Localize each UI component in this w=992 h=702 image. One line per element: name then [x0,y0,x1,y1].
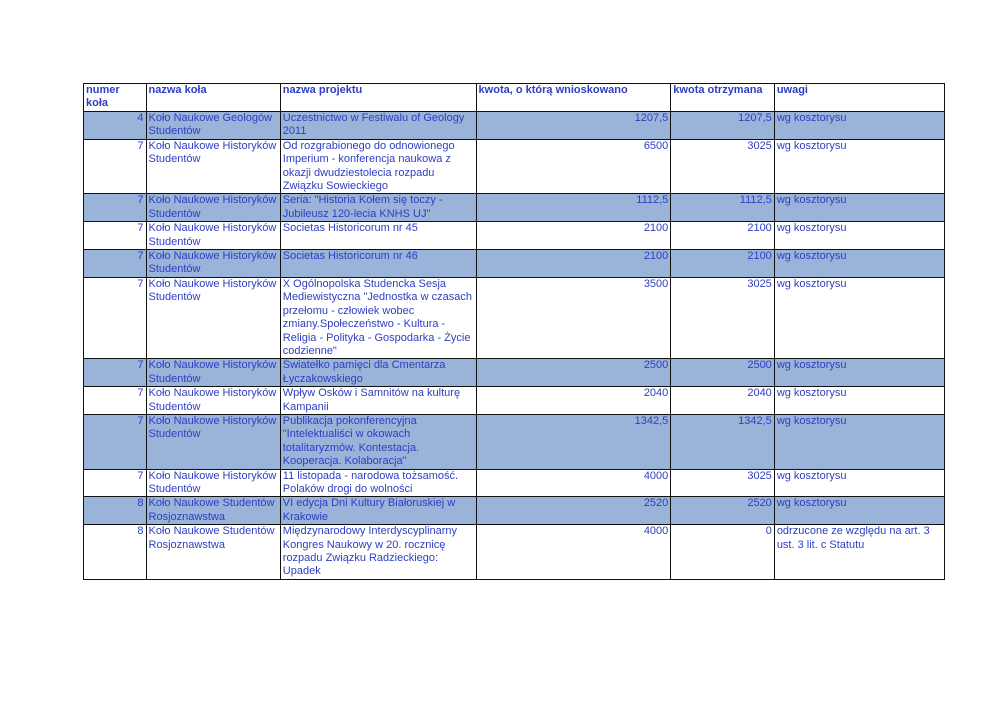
cell-nazwa-projektu: X Ogólnopolska Studencka Sesja Mediewistyczna "Jednostka w czasach przełomu - człowiek wobec zmiany.Społeczeństwo - Kultura - Religia - Polityka - Gospodarka - Życie codzienne" [280,277,476,358]
cell-numer-kola: 7 [84,359,147,387]
cell-kwota-otrzymana: 3025 [671,469,775,497]
cell-kwota-otrzymana: 1207,5 [671,112,775,140]
cell-uwagi: wg kosztorysu [774,112,944,140]
cell-nazwa-kola: Koło Naukowe Historyków Studentów [146,469,280,497]
cell-nazwa-kola: Koło Naukowe Historyków Studentów [146,250,280,278]
cell-numer-kola: 7 [84,277,147,358]
cell-kwota-wnioskowana: 6500 [476,139,671,194]
cell-numer-kola: 7 [84,222,147,250]
cell-numer-kola: 4 [84,112,147,140]
cell-nazwa-kola: Koło Naukowe Studentów Rosjoznawstwa [146,525,280,580]
cell-nazwa-kola: Koło Naukowe Historyków Studentów [146,359,280,387]
cell-kwota-otrzymana: 0 [671,525,775,580]
cell-numer-kola: 7 [84,414,147,469]
header-row [84,84,945,112]
cell-uwagi: wg kosztorysu [774,414,944,469]
table-row [84,277,945,358]
cell-kwota-wnioskowana: 1112,5 [476,194,671,222]
cell-kwota-wnioskowana: 4000 [476,469,671,497]
header-numer-kola: numer koła [84,84,147,112]
cell-kwota-wnioskowana: 2100 [476,222,671,250]
cell-uwagi: wg kosztorysu [774,250,944,278]
cell-numer-kola: 7 [84,194,147,222]
cell-nazwa-projektu: Od rozgrabionego do odnowionego Imperium - konferencja naukowa z okazji dwudziestolecia rozpadu Związku Sowieckiego [280,139,476,194]
cell-nazwa-projektu: VI edycja Dni Kultury Białoruskiej w Krakowie [280,497,476,525]
table-row [84,497,945,525]
cell-uwagi: wg kosztorysu [774,469,944,497]
cell-kwota-otrzymana: 2500 [671,359,775,387]
cell-kwota-otrzymana: 2100 [671,222,775,250]
cell-kwota-otrzymana: 3025 [671,139,775,194]
cell-uwagi: odrzucone ze względu na art. 3 ust. 3 lit. c Statutu [774,525,944,580]
cell-numer-kola: 7 [84,250,147,278]
cell-numer-kola: 7 [84,387,147,415]
cell-numer-kola: 8 [84,525,147,580]
cell-nazwa-projektu: Uczestnictwo w Festiwalu of Geology 2011 [280,112,476,140]
cell-kwota-wnioskowana: 2520 [476,497,671,525]
cell-kwota-otrzymana: 2040 [671,387,775,415]
header-nazwa-kola: nazwa koła [146,84,280,112]
cell-nazwa-kola: Koło Naukowe Historyków Studentów [146,139,280,194]
cell-kwota-wnioskowana: 1342,5 [476,414,671,469]
table-row [84,250,945,278]
cell-kwota-wnioskowana: 2500 [476,359,671,387]
cell-kwota-otrzymana: 1112,5 [671,194,775,222]
table-row [84,359,945,387]
cell-nazwa-kola: Koło Naukowe Historyków Studentów [146,222,280,250]
cell-uwagi: wg kosztorysu [774,277,944,358]
table-row [84,194,945,222]
cell-nazwa-kola: Koło Naukowe Historyków Studentów [146,194,280,222]
cell-kwota-wnioskowana: 3500 [476,277,671,358]
header-nazwa-projektu: nazwa projektu [280,84,476,112]
table-header [84,84,945,112]
table-body [84,112,945,580]
table-row [84,414,945,469]
table-row [84,139,945,194]
cell-kwota-otrzymana: 1342,5 [671,414,775,469]
cell-kwota-otrzymana: 2100 [671,250,775,278]
cell-nazwa-projektu: Societas Historicorum nr 45 [280,222,476,250]
cell-uwagi: wg kosztorysu [774,387,944,415]
cell-uwagi: wg kosztorysu [774,139,944,194]
cell-nazwa-kola: Koło Naukowe Historyków Studentów [146,414,280,469]
cell-kwota-wnioskowana: 1207,5 [476,112,671,140]
cell-nazwa-projektu: 11 listopada - narodowa tożsamość. Polaków drogi do wolności [280,469,476,497]
cell-nazwa-projektu: Societas Historicorum nr 46 [280,250,476,278]
cell-nazwa-projektu: Publikacja pokonferencyjna "Intelektualiści w okowach totalitaryzmów. Kontestacja. Kooperacja. Kolaboracja" [280,414,476,469]
cell-nazwa-projektu: Wpływ Osków i Samnitów na kulturę Kampanii [280,387,476,415]
cell-nazwa-kola: Koło Naukowe Geologów Studentów [146,112,280,140]
cell-kwota-wnioskowana: 4000 [476,525,671,580]
cell-uwagi: wg kosztorysu [774,222,944,250]
cell-uwagi: wg kosztorysu [774,497,944,525]
table-row [84,112,945,140]
table-row [84,469,945,497]
cell-nazwa-projektu: Międzynarodowy Interdyscyplinarny Kongres Naukowy w 20. rocznicę rozpadu Związku Radzieckiego: Upadek [280,525,476,580]
cell-kwota-wnioskowana: 2100 [476,250,671,278]
cell-kwota-wnioskowana: 2040 [476,387,671,415]
table-row [84,525,945,580]
cell-numer-kola: 7 [84,139,147,194]
cell-nazwa-projektu: Seria: "Historia Kołem się toczy - Jubileusz 120-lecia KNHS UJ" [280,194,476,222]
cell-nazwa-kola: Koło Naukowe Historyków Studentów [146,387,280,415]
cell-kwota-otrzymana: 2520 [671,497,775,525]
cell-nazwa-kola: Koło Naukowe Studentów Rosjoznawstwa [146,497,280,525]
table-row [84,222,945,250]
funding-table [83,83,945,580]
cell-nazwa-projektu: Światełko pamięci dla Cmentarza Łyczakowskiego [280,359,476,387]
cell-numer-kola: 7 [84,469,147,497]
header-uwagi: uwagi [774,84,944,112]
cell-uwagi: wg kosztorysu [774,194,944,222]
cell-numer-kola: 8 [84,497,147,525]
header-kwota-wnioskowana: kwota, o którą wnioskowano [476,84,671,112]
table-row [84,387,945,415]
header-kwota-otrzymana: kwota otrzymana [671,84,775,112]
cell-uwagi: wg kosztorysu [774,359,944,387]
cell-nazwa-kola: Koło Naukowe Historyków Studentów [146,277,280,358]
cell-kwota-otrzymana: 3025 [671,277,775,358]
